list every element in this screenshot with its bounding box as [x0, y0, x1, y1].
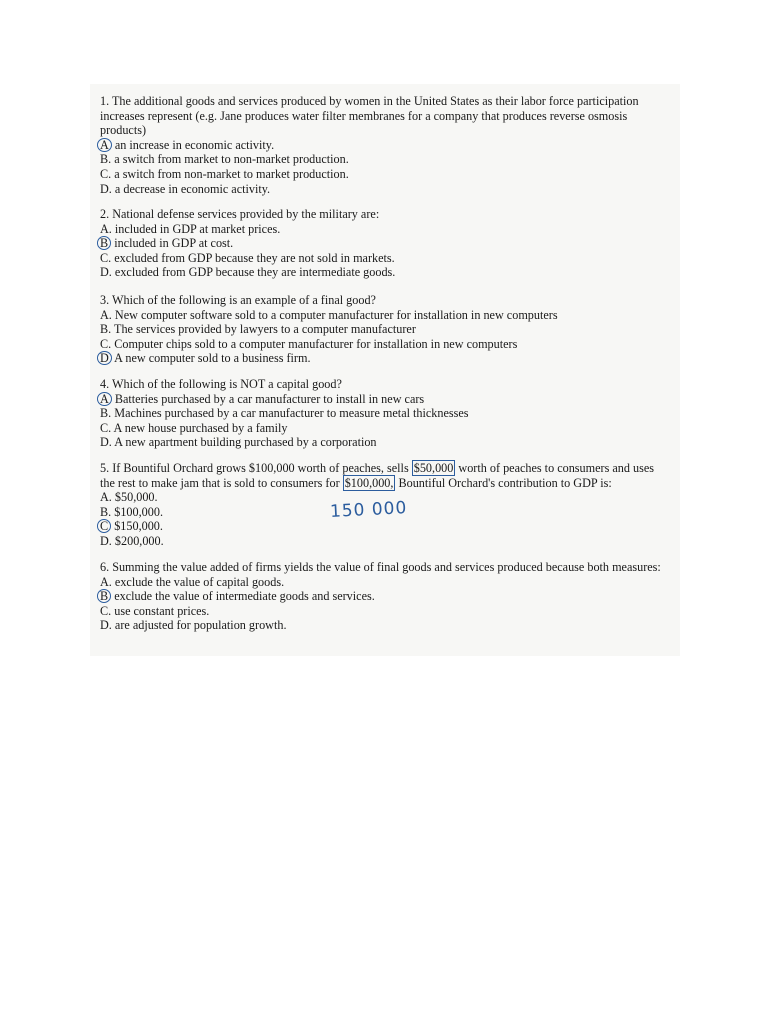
question-4-option-b: B. Machines purchased by a car manufacturer to measure metal thicknesses: [100, 406, 469, 421]
circled-answer-mark: B: [97, 236, 111, 250]
question-1-option-c: C. a switch from non-market to market production.: [100, 166, 349, 181]
circled-answer-mark: A: [97, 138, 112, 152]
question-4-stem: 4. Which of the following is NOT a capital good?: [100, 377, 342, 391]
question-1-option-a: A an increase in economic activity.: [100, 138, 670, 153]
circled-answer-mark: C: [97, 519, 111, 533]
circled-answer-mark: B: [97, 589, 111, 603]
question-5-option-d: D. $200,000.: [100, 533, 164, 548]
question-1-option-b: B. a switch from market to non-market production.: [100, 152, 349, 167]
question-2-stem: 2. National defense services provided by the military are:: [100, 207, 380, 221]
question-5-option-b: B. $100,000.: [100, 504, 163, 519]
boxed-amount: $50,000: [413, 461, 454, 475]
question-1-option-d: D. a decrease in economic activity.: [100, 181, 271, 196]
question-6-stem: 6. Summing the value added of firms yields the value of final goods and services produced because both measures:: [100, 560, 661, 574]
question-3-stem: 3. Which of the following is an example of a final good?: [100, 293, 376, 307]
question-3: [100, 293, 670, 366]
question-6-option-d: D. are adjusted for population growth.: [100, 618, 287, 633]
question-6-option-b: B exclude the value of intermediate goods and services.: [100, 589, 670, 604]
circled-answer-mark: D: [97, 351, 112, 365]
question-5-stem: 5. If Bountiful Orchard grows $100,000 worth of peaches, sells $50,000 worth of peaches to consumers and uses the rest to make jam that is sold to consumers for $100,000, Bountiful Orchard's contribution to GDP is:: [100, 461, 655, 490]
question-1: [100, 94, 670, 196]
question-1-stem: 1. The additional goods and services produced by women in the United States as their labor force participation increases represent (e.g. Jane produces water filter membranes for a company that produces reverse osmosis products): [100, 94, 639, 138]
question-5-option-a: A. $50,000.: [100, 490, 158, 505]
handwritten-note: 150 000: [329, 497, 408, 523]
question-2-option-d: D. excluded from GDP because they are intermediate goods.: [100, 265, 396, 280]
question-3-option-c: C. Computer chips sold to a computer manufacturer for installation in new computers: [100, 336, 518, 351]
question-4: [100, 377, 670, 450]
question-2-option-b: B included in GDP at cost.: [100, 236, 670, 251]
question-2-option-a: A. included in GDP at market prices.: [100, 221, 281, 236]
question-6-option-a: A. exclude the value of capital goods.: [100, 574, 285, 589]
question-6: [100, 560, 670, 633]
question-4-option-a: A Batteries purchased by a car manufacturer to install in new cars: [100, 392, 670, 407]
question-3-option-b: B. The services provided by lawyers to a computer manufacturer: [100, 322, 416, 337]
circled-answer-mark: A: [97, 392, 112, 406]
question-3-option-a: A. New computer software sold to a computer manufacturer for installation in new computers: [100, 307, 558, 322]
question-5-option-c: C $150,000.: [100, 519, 670, 534]
question-4-option-d: D. A new apartment building purchased by a corporation: [100, 435, 377, 450]
question-3-option-d: D A new computer sold to a business firm.: [100, 351, 670, 366]
question-6-option-c: C. use constant prices.: [100, 603, 210, 618]
question-2-option-c: C. excluded from GDP because they are not sold in markets.: [100, 250, 395, 265]
question-4-option-c: C. A new house purchased by a family: [100, 420, 288, 435]
question-2: [100, 207, 670, 280]
boxed-amount: $100,000,: [344, 475, 394, 490]
